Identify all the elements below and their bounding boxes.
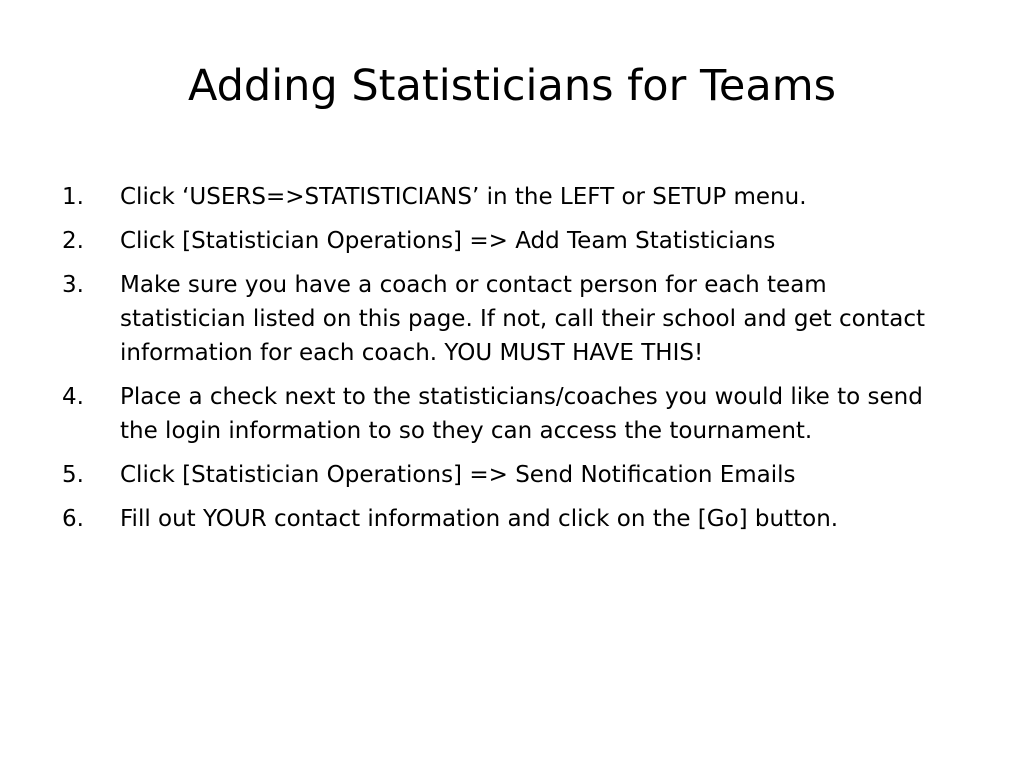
step-number: 2. (62, 228, 84, 254)
step-text: Click ‘USERS=>STATISTICIANS’ in the LEFT or SETUP menu. (120, 184, 807, 210)
list-item (62, 224, 957, 258)
step-number: 5. (62, 462, 84, 488)
step-number: 3. (62, 272, 84, 298)
list-item (62, 458, 957, 492)
list-item (62, 180, 957, 214)
step-text: Click [Statistician Operations] => Add Team Statisticians (120, 228, 776, 254)
step-number: 6. (62, 506, 84, 532)
list-item (62, 268, 957, 370)
step-text: Make sure you have a coach or contact person for each team statistician listed on this page. If not, call their school and get contact information for each coach. YOU MUST HAVE THIS! (120, 272, 926, 366)
step-number: 1. (62, 184, 84, 210)
instruction-list (62, 180, 957, 546)
step-text: Click [Statistician Operations] => Send Notification Emails (120, 462, 796, 488)
list-item (62, 380, 957, 448)
slide-title: Adding Statisticians for Teams (187, 61, 837, 111)
step-text: Place a check next to the statisticians/coaches you would like to send the login information to so they can access the tournament. (120, 384, 923, 444)
step-text: Fill out YOUR contact information and click on the [Go] button. (120, 506, 839, 532)
step-number: 4. (62, 384, 84, 410)
list-item (62, 502, 957, 536)
